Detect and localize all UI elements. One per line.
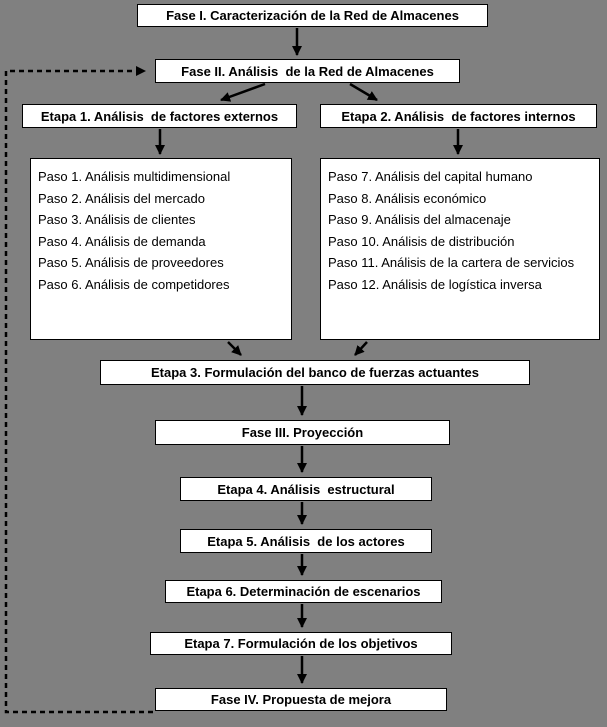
arrow-fase2-etapa2	[350, 84, 377, 100]
paso-item-2: Paso 2. Análisis del mercado	[38, 190, 205, 206]
paso-item-9: Paso 9. Análisis del almacenaje	[328, 212, 511, 227]
etapa-4-box: Etapa 4. Análisis estructural	[180, 477, 432, 501]
arrow-fase2-etapa1	[221, 84, 265, 100]
etapa-3-box: Etapa 3. Formulación del banco de fuerzas actuantes	[100, 360, 530, 385]
paso-item-3: Paso 3. Análisis de clientes	[38, 212, 196, 227]
pasos-internos-box	[320, 158, 600, 340]
paso-item-10: Paso 10. Análisis de distribución	[328, 233, 515, 249]
fase-4-box: Fase IV. Propuesta de mejora	[155, 688, 447, 711]
arrow-pasosint-etapa3	[355, 342, 367, 355]
paso-item-8: Paso 8. Análisis económico	[328, 190, 487, 206]
etapa-5-box: Etapa 5. Análisis de los actores	[180, 529, 432, 553]
paso-item-5: Paso 5. Análisis de proveedores	[38, 255, 224, 270]
paso-item-4: Paso 4. Análisis de demanda	[38, 233, 206, 249]
etapa-6-box: Etapa 6. Determinación de escenarios	[165, 580, 442, 603]
paso-item-12: Paso 12. Análisis de logística inversa	[328, 276, 542, 292]
pasos-externos-box	[30, 158, 292, 340]
fase-2-box: Fase II. Análisis de la Red de Almacenes	[155, 59, 460, 83]
paso-item-7: Paso 7. Análisis del capital humano	[328, 169, 533, 184]
etapa-1-box: Etapa 1. Análisis de factores externos	[22, 104, 297, 128]
etapa-2-box: Etapa 2. Análisis de factores internos	[320, 104, 597, 128]
paso-item-6: Paso 6. Análisis de competidores	[38, 276, 230, 292]
fase-3-box: Fase III. Proyección	[155, 420, 450, 445]
arrow-pasosext-etapa3	[228, 342, 241, 355]
paso-item-1: Paso 1. Análisis multidimensional	[38, 169, 231, 184]
etapa-7-box: Etapa 7. Formulación de los objetivos	[150, 632, 452, 655]
fase-1-box: Fase I. Caracterización de la Red de Almacenes	[137, 4, 488, 27]
paso-item-11: Paso 11. Análisis de la cartera de servicios	[328, 255, 575, 270]
